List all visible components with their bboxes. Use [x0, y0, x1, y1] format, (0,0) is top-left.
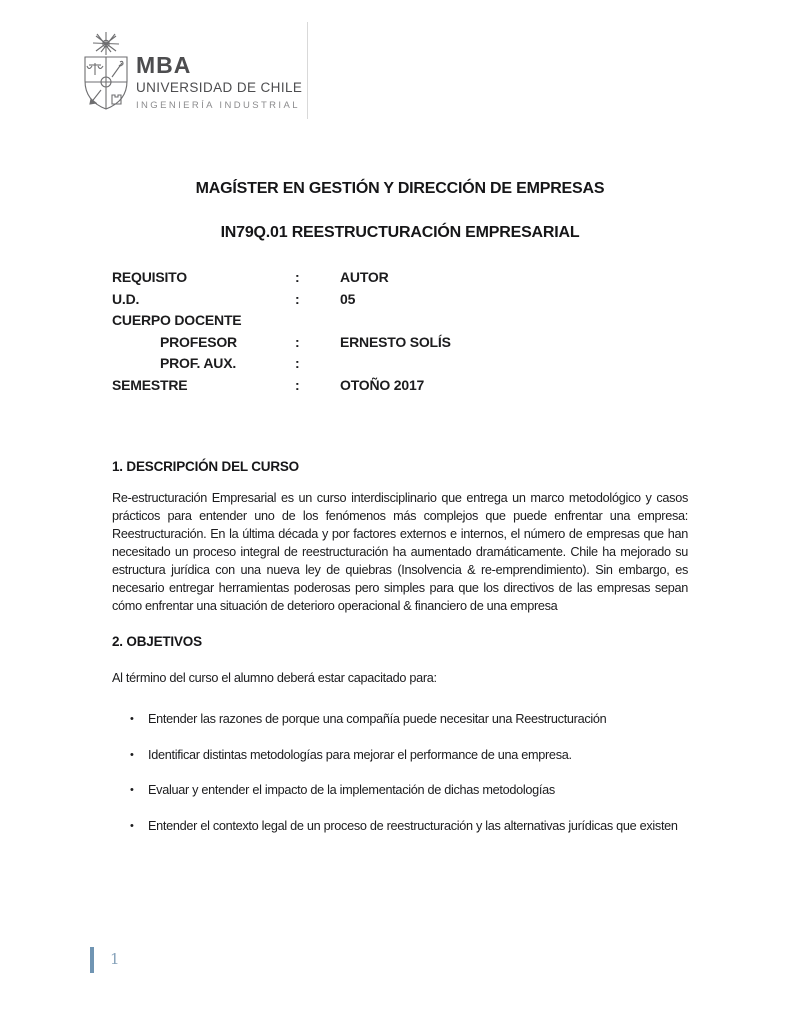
list-item	[130, 817, 688, 835]
section-1-heading: 1. DESCRIPCIÓN DEL CURSO	[112, 459, 299, 474]
course-title: IN79Q.01 REESTRUCTURACIÓN EMPRESARIAL	[220, 224, 580, 241]
logo-department-label: INGENIERÍA INDUSTRIAL	[136, 99, 300, 111]
field-value: OTOÑO 2017	[340, 376, 425, 393]
field-separator: :	[295, 376, 300, 393]
field-label: CUERPO DOCENTE	[112, 312, 242, 328]
list-item-text: Identificar distintas metodologías para mejorar el performance de una empresa.	[148, 747, 572, 762]
logo-text-block	[136, 54, 302, 110]
field-value: AUTOR	[340, 269, 389, 285]
section-1-paragraph: Re-estructuración Empresarial es un curso interdisciplinario que entrega un marco metodológico y casos prácticos para entender uno de los fenómenos más complejos que puede enfrentar una empresa: Reestructuración. En la última década y por factores externos e internos, el número de empresas que han necesitado un proceso integral de reestructuración ha aumentado dramáticamente. Chile ha mejorado su estructura jurídica con una nueva ley de quiebras (Insolvencia & re-emprendimiento). Sin embargo, es necesario entregar herramientas poderosas pero simples para que los directivos de las empresas sepan cómo enfrentar una situación de deterioro operacional & financiero de una empresa	[112, 491, 688, 613]
university-crest-icon	[77, 32, 135, 119]
table-row	[112, 267, 612, 289]
list-item	[130, 781, 688, 799]
list-item-text: Evaluar y entender el impacto de la implementación de dichas metodologías	[148, 783, 555, 797]
footer-accent-bar	[90, 947, 94, 973]
program-title: MAGÍSTER EN GESTIÓN Y DIRECCIÓN DE EMPRESAS	[195, 180, 605, 197]
list-item-text: Entender el contexto legal de un proceso de reestructuración y las alternativas jurídicas que existen	[148, 818, 678, 833]
section-2-intro: Al término del curso el alumno deberá estar capacitado para:	[112, 671, 437, 685]
table-row	[112, 375, 612, 397]
bullet-icon: •	[130, 748, 134, 761]
field-separator: :	[295, 355, 300, 371]
field-separator: :	[295, 269, 300, 285]
table-row	[112, 332, 612, 354]
logo-divider	[307, 22, 308, 119]
logo-university-label: UNIVERSIDAD DE CHILE	[136, 80, 303, 95]
table-row	[112, 353, 612, 375]
field-label: SEMESTRE	[112, 376, 188, 393]
table-row	[112, 289, 612, 311]
list-item	[130, 710, 688, 728]
table-row	[112, 310, 612, 332]
field-value: 05	[340, 290, 356, 307]
list-item	[130, 746, 688, 764]
objectives-list	[130, 710, 688, 852]
field-label: U.D.	[112, 290, 140, 307]
bullet-icon: •	[130, 713, 134, 725]
course-info-table	[112, 267, 612, 396]
field-label: PROF. AUX.	[160, 355, 237, 371]
section-2-heading: 2. OBJETIVOS	[112, 634, 202, 649]
field-separator: :	[295, 333, 300, 350]
logo-mba-label: MBA	[136, 52, 192, 78]
bullet-icon: •	[130, 784, 134, 796]
field-label: PROFESOR	[160, 333, 237, 350]
field-label: REQUISITO	[112, 269, 187, 285]
page-number: 1	[110, 950, 120, 968]
bullet-icon: •	[130, 819, 134, 832]
field-value: ERNESTO SOLÍS	[340, 333, 451, 350]
list-item-text: Entender las razones de porque una compañía puede necesitar una Reestructuración	[148, 712, 607, 726]
field-separator: :	[295, 290, 300, 307]
